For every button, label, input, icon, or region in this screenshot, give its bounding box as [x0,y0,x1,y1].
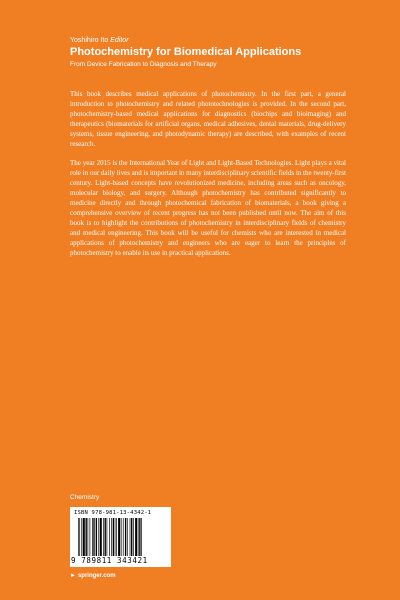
barcode-bar [125,518,126,556]
barcode-bar [115,518,116,556]
subject-label: Chemistry [70,494,100,501]
barcode-bar [130,518,131,556]
barcode-bar [100,518,102,556]
barcode-bar [118,518,120,556]
barcode-bar [121,518,122,556]
barcode-bar [141,518,142,556]
barcode-bar [85,518,86,556]
barcode-image [78,518,166,556]
barcode-bar [107,518,108,556]
publisher-url: springer.com [77,573,116,579]
barcode-bar [79,518,80,556]
barcode-bar [127,518,128,556]
book-subtitle: From Device Fabrication to Diagnosis and Therapy [70,61,217,68]
barcode-bar [92,518,93,556]
barcode-bar [88,518,89,556]
barcode-bar [109,518,110,556]
barcode-bar [111,518,112,556]
editor-name: Yoshihiro Ito [70,37,109,44]
barcode-bar [78,518,79,556]
barcode-bar [123,518,124,556]
barcode-bar [83,518,85,556]
barcode-bar [90,518,91,556]
book-title: Photochemistry for Biomedical Applications [70,46,302,58]
barcode-bar [131,518,132,556]
barcode-bar [133,518,134,556]
editor-line [70,36,370,45]
isbn-text: ISBN 978-981-13-4342-1 [74,510,152,516]
arrow-icon: ► [70,573,76,579]
barcode-bar [135,518,137,556]
publisher-line [70,572,190,580]
barcode-bar [105,518,106,556]
blurb-paragraph-1: This book describes medical applications of photochemistry. In the first part, a general introduction to photochemistry and related phototechnologies is provided. In the second part, photochemistry-based medical applications for diagnostics (biochips and bioimaging) and therapeutics (biomaterials for artificial organs, medical adhesives, dental materials, drug-delivery systems, tissue engineering, and photodynamic therapy) are described, with examples of recent research. [70,90,346,148]
barcode-bar [94,518,95,556]
editor-role: Editor [110,37,129,44]
cover-footer [70,494,190,580]
blurb-paragraph-2: The year 2015 is the International Year of Light and Light-Based Technologies. Light plays a vital role in our daily lives and is important in many interdisciplinary scientific fields in the twenty-first century. Light-based concepts have revolutionized medicine, including areas such as oncology, molecular biology, and surgery. Although photochemistry has contributed significantly to medicine directly and through photochemical fabrication of biomaterials, a book giving a comprehensive overview of recent progress has not been published until now. The aim of this book is to highlight the contributions of photochemistry in interdisciplinary fields of chemistry and medical engineering. This book will be useful for chemists who are interested in medical applications of photochemistry and engineers who are eager to learn the principles of photochemistry to enable its use in practical applications. [70,159,346,257]
barcode-bar [116,518,117,556]
isbn-barcode-box [70,507,171,567]
barcode-bar [138,518,139,556]
cover-header [70,36,370,69]
barcode-bar [139,518,140,556]
barcode-bar [96,518,97,556]
barcode-digits: 9 789811 343421 [71,556,148,565]
blurb [70,90,346,269]
barcode-bar [113,518,114,556]
barcode-bar [103,518,104,556]
barcode-bar [98,518,99,556]
barcode-bar [81,518,82,556]
